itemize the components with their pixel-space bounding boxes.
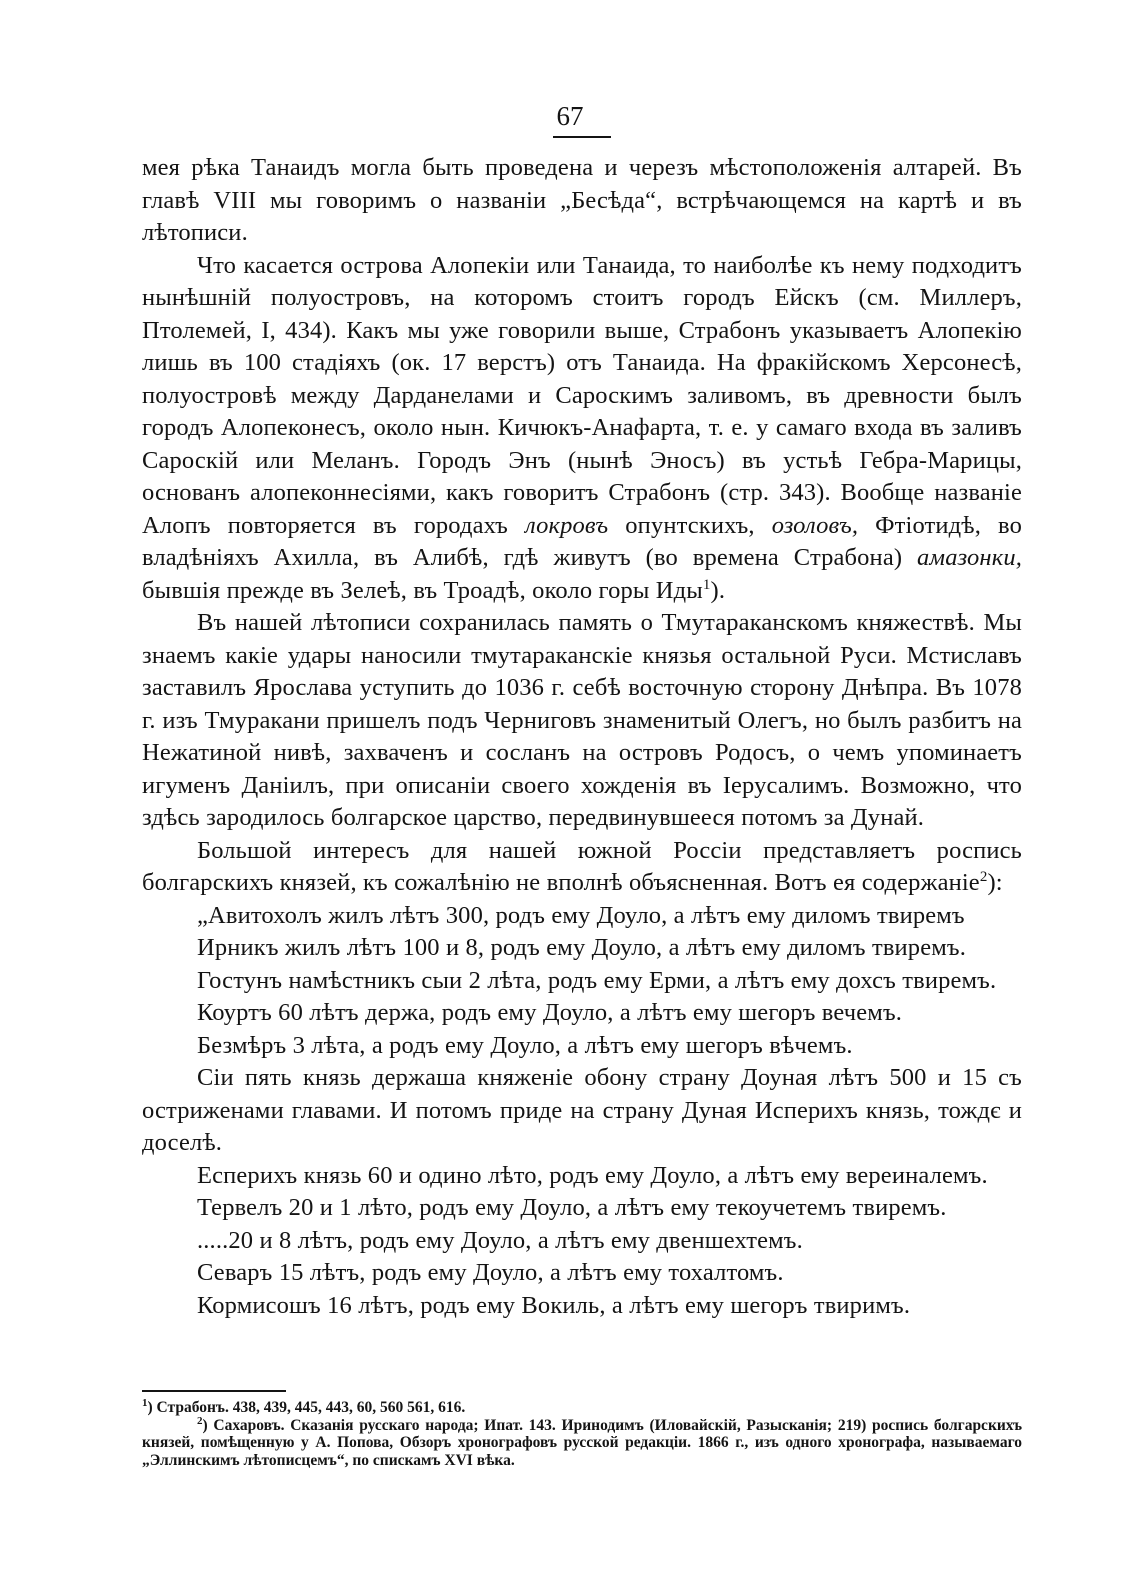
paragraph-text: Что касается острова Алопекіи или Танаида, то наиболѣе къ нему подходитъ нынѣшній полуостровъ, на которомъ стоитъ городъ Ейскъ (см. Миллеръ, Птолемей, I, 434). Какъ мы уже говорили выше, Страбонъ указываетъ Алопекію лишь въ 100 стадіяхъ (ок. 17 верстъ) отъ Танаида. На фракійскомъ Херсонесѣ, полуостровѣ между Дарданелами и Сароскимъ заливомъ, въ древности былъ городъ Алопеконесъ, около нын. Кичюкъ-Анафарта, т. е. у самаго входа въ заливъ Сароскій или Меланъ. Городъ Энъ (нынѣ Эносъ) въ устьѣ Гебра-Марицы, основанъ алопеконнесіями, какъ говоритъ Страбонъ (стр. 343). Вообще названіе Алопъ повторяется въ городахъ [142,251,1022,539]
footnote-marker: 2 [979,868,988,885]
paragraph-text: бывшія прежде въ Зелеѣ, въ Троадѣ, около горы Иды [142,576,703,604]
chronicle-entry: .....20 и 8 лѣтъ, родъ ему Доуло, а лѣтъ ему двеншехтемъ. [197,1226,803,1254]
chronicle-entry: Коуртъ 60 лѣтъ держа, родъ ему Доуло, а лѣтъ ему шегоръ вечемъ. [197,999,903,1026]
paragraph-continuation: мея рѣка Танаидъ могла быть проведена и черезъ мѣстоположенія алтарей. Въ главѣ VIII мы говоримъ о названіи „Бесѣда“, встрѣчающемся на картѣ и въ лѣтописи. [142,154,1022,246]
chronicle-list [142,900,1022,1323]
paragraph-text: Большой интересъ для нашей южной Россіи представляетъ роспись болгарскихъ князей, къ сожалѣнію не вполнѣ объясненная. Вотъ ея содержаніе [142,836,1022,896]
paragraph-tmutarakan: Въ нашей лѣтописи сохранилась память о Тмутараканскомъ княжествѣ. Мы знаемъ какіе удары наносили тмутараканскіе князья остальной Руси. Мстиславъ заставилъ Ярослава уступить до 1036 г. себѣ восточную сторону Днѣпра. Въ 1078 г. изъ Тмуракани пришелъ подъ Черниговъ знаменитый Олегъ, но былъ разбитъ на Нежатиной нивѣ, захваченъ и сосланъ на островъ Родосъ, о чемъ упоминаетъ игуменъ Даніилъ, при описаніи своего хожденія въ Іерусалимъ. Возможно, что здѣсь зародилось болгарское царство, передвинувшееся потомъ за Дунай. [142,609,1022,831]
footnote-1 [142,1396,1022,1417]
paragraph-text: Фтіотидѣ, во владѣніяхъ Ахилла, въ Алибѣ, гдѣ живутъ (во времена Страбона) [142,511,1023,571]
main-text [142,152,1022,1322]
italic-term: амазонки, [917,544,1022,571]
page-number: 67 [556,101,584,131]
footnote-text: ) Страбонъ. 438, 439, 445, 443, 60, 560 561, 616. [147,1399,466,1416]
footnote-marker: 1 [702,576,711,593]
paragraph-text: опунтскихъ, [625,511,755,539]
chronicle-entry: „Авитохолъ жилъ лѣтъ 300, родъ ему Доуло, а лѣтъ ему диломъ твиремъ [197,901,965,929]
chronicle-entry: Кормисошъ 16 лѣтъ, родъ ему Вокиль, а лѣтъ ему шегоръ твиримъ. [197,1291,911,1319]
footnote-number: 2 [197,1414,203,1427]
page-number-underline [553,136,611,138]
chronicle-entry: Есперихъ князь 60 и одино лѣто, родъ ему Доуло, а лѣтъ ему вереиналемъ. [197,1161,988,1189]
footnotes [142,1396,1022,1469]
paragraph-text: ). [710,576,726,604]
chronicle-entry: Тервелъ 20 и 1 лѣто, родъ ему Доуло, а лѣтъ ему текоучетемъ твиремъ. [197,1194,947,1221]
paragraph-alopekia [142,250,1022,608]
footnote-2 [142,1414,1022,1470]
chronicle-entry: Сіи пять князь держаша княженіе обону страну Доуная лѣтъ 500 и 15 съ остриженами главами. И потомъ приде на страну Дуная Исперихъ князь, тождє и доселѣ. [142,1064,1022,1156]
italic-term: локровъ [524,511,609,539]
paragraph-bulgarian-list [142,835,1022,900]
chronicle-entry: Севаръ 15 лѣтъ, родъ ему Доуло, а лѣтъ ему тохалтомъ. [197,1259,784,1286]
footnote-separator [142,1390,286,1392]
chronicle-entry: Безмѣръ 3 лѣта, а родъ ему Доуло, а лѣтъ ему шегоръ вѣчемъ. [197,1031,853,1059]
chronicle-entry: Гостунъ намѣстникъ сыи 2 лѣта, родъ ему Ерми, а лѣтъ ему дохсъ твиремъ. [197,966,997,994]
chronicle-entry: Ирникъ жилъ лѣтъ 100 и 8, родъ ему Доуло, а лѣтъ ему диломъ твиремъ. [197,934,966,961]
italic-term: озоловъ, [771,511,859,539]
paragraph-text: ): [987,869,1003,896]
footnote-number: 1 [142,1396,148,1409]
footnote-text: ) Сахаровъ. Сказанія русскаго народа; Ипат. 143. Иринодимъ (Иловайскій, Разысканія; 219) роспись болгарскихъ князей, помѣщенную у А. Попова, Обзоръ хронографовъ русской редакціи. 1866 г., изъ одного хронографа, называемаго „Эллинскимъ лѣтописцемъ“, по спискамъ XVI вѣка. [142,1416,1022,1469]
